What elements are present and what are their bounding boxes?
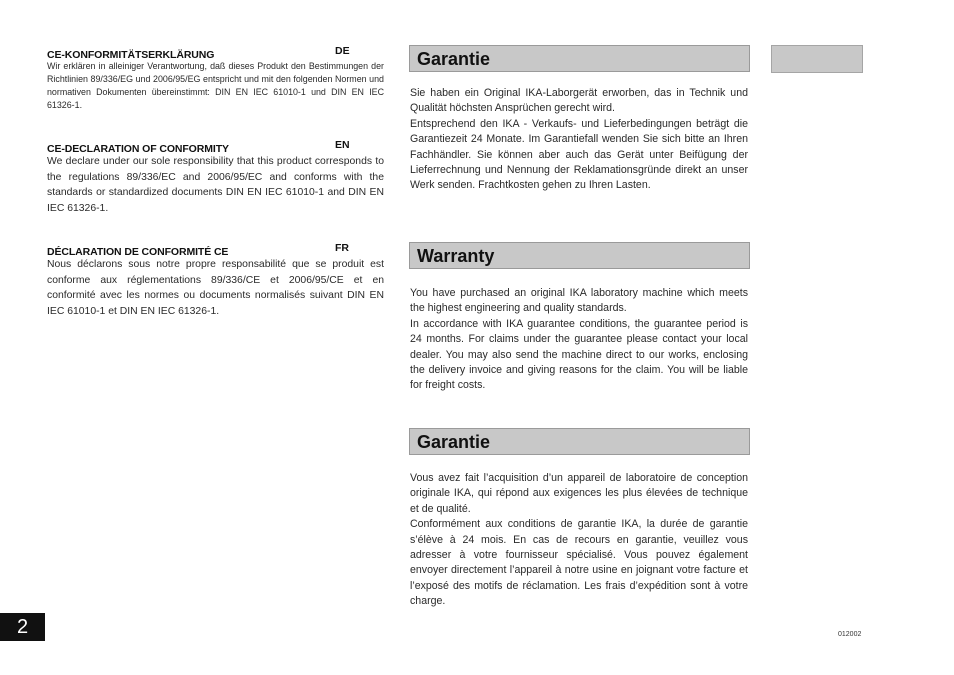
- paragraph: Sie haben ein Original IKA-Laborgerät erworben, das in Technik und Qualität höchsten Ansprüchen gerecht wird.: [410, 87, 748, 115]
- language-code: DE: [335, 45, 350, 57]
- language-tab-box: [771, 45, 863, 73]
- paragraph: Vous avez fait l’acquisition d’un appareil de laboratoire de conception originale IKA, qui répond aux exigences les plus élevées de technique et de qualité.: [410, 472, 748, 515]
- language-code: FR: [335, 242, 349, 254]
- section-heading: Garantie: [417, 49, 491, 69]
- declaration-en: [47, 139, 384, 216]
- section-heading-bar: [409, 428, 750, 455]
- declaration-text: Nous déclarons sous notre propre responsabilité que se produit est conforme aux réglementations 89/336/CE et 2006/95/CE et en conformité avec les normes ou documents normalisés suivant DIN EN IEC 61010-1 et DIN EN IEC 61326-1.: [47, 259, 384, 317]
- section-heading-bar: [409, 242, 750, 269]
- paragraph: Entsprechend den IKA - Verkaufs- und Lieferbedingungen beträgt die Garantiezeit 24 Monate. Im Garantiefall wenden Sie sich bitte an Ihren Fachhändler. Sie können aber auch das Gerät unter Beifügung der Lieferrechnung und Nennung der Reklamationsgründe direkt an unser Werk senden. Frachtkosten gehen zu Ihren Lasten.: [410, 117, 748, 192]
- paragraph: In accordance with IKA guarantee conditions, the guarantee period is 24 months. For claims under the guarantee please contact your local dealer. You may also send the machine direct to our works, enclosing the delivery invoice and giving reasons for the claim. You will be liable for freight costs.: [410, 317, 748, 392]
- section-heading: Garantie: [417, 432, 491, 452]
- paragraph: You have purchased an original IKA laboratory machine which meets the highest engineering and quality standards.: [410, 287, 748, 315]
- declaration-text: We declare under our sole responsibility that this product corresponds to the regulations 89/336/EC and 2006/95/EC and conforms with the standards or standardized documents DIN EN IEC 61010-1 and DIN EN IEC 61326-1.: [47, 156, 384, 214]
- language-code: EN: [335, 139, 350, 151]
- declaration-title: CE-KONFORMITÄTSERKLÄRUNG: [47, 49, 215, 61]
- page-number: 2: [0, 613, 45, 641]
- declaration-title: DÉCLARATION DE CONFORMITÉ CE: [47, 246, 229, 258]
- warranty-text-de: [410, 86, 748, 194]
- declaration-fr: [47, 242, 384, 319]
- section-heading: Warranty: [417, 246, 495, 266]
- warranty-text-en: [410, 286, 748, 394]
- declaration-title: CE-DECLARATION OF CONFORMITY: [47, 143, 229, 155]
- section-heading-bar: [409, 45, 750, 72]
- warranty-text-fr: [410, 471, 748, 610]
- paragraph: Conformément aux conditions de garantie IKA, la durée de garantie s’élève à 24 mois. En cas de recours en garantie, veuillez vous adresser à votre fournisseur spécialisé. Vous pouvez également envoyer directement l’appareil à notre usine en joignant votre facture et l’exposé des motifs de réclamation. Les frais d’expédition sont à votre charge.: [410, 518, 748, 608]
- declaration-de: [47, 45, 384, 112]
- declaration-text: Wir erklären in alleiniger Verantwortung, daß dieses Produkt den Bestimmungen der Richtlinien 89/336/EG und 2006/95/EG entspricht und mit den folgenden Normen und normativen Dokumenten übereinstimmt: DIN EN IEC 61010-1 und DIN EN IEC 61326-1.: [47, 61, 384, 110]
- document-code: 012002: [838, 631, 862, 638]
